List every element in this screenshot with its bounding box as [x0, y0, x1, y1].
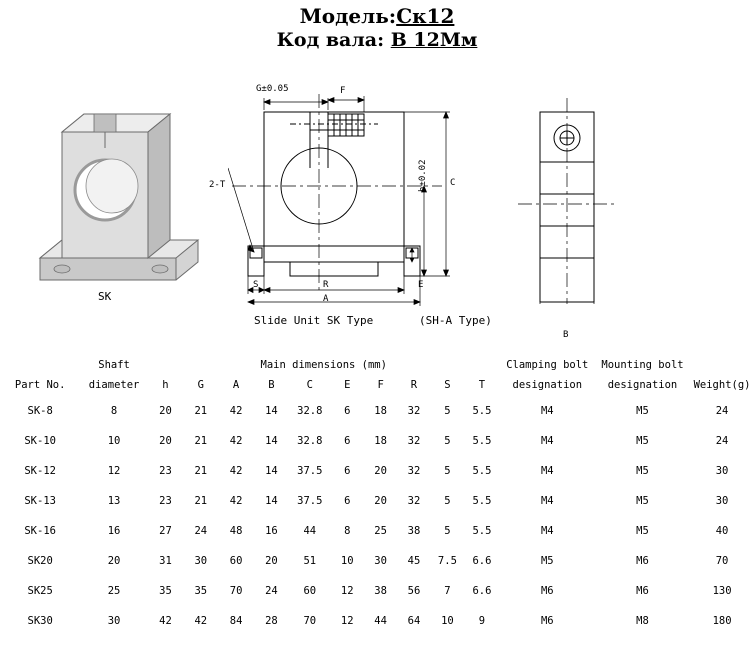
cell-e: 6: [344, 465, 351, 477]
cell-t: 5.5: [472, 405, 492, 417]
cell-s: 10: [441, 615, 454, 627]
cell-c: 37.5: [297, 495, 323, 507]
cell-f: 20: [374, 465, 387, 477]
cell-t: 5.5: [472, 435, 492, 447]
cell-mounting: M5: [636, 525, 649, 537]
cell-mounting: M5: [636, 435, 649, 447]
dim-a: A: [323, 294, 329, 304]
cell-s: 7: [444, 585, 451, 597]
cell-s: 5: [444, 405, 451, 417]
cell-h: 27: [159, 525, 172, 537]
cell-diameter: 13: [107, 495, 121, 507]
table-row: [0, 396, 754, 426]
dim-f: F: [340, 86, 346, 96]
col-h: h: [162, 379, 169, 391]
group-main: Main dimensions (mm): [260, 359, 387, 371]
cell-diameter: 12: [107, 465, 121, 477]
cell-diameter: 25: [107, 585, 121, 597]
shaft-code-label: Код вала:: [276, 29, 385, 51]
front-view: [228, 76, 488, 306]
cell-r: 32: [407, 405, 421, 417]
cell-a: 42: [229, 435, 243, 447]
cell-t: 6.6: [472, 585, 492, 597]
table-row: [0, 456, 754, 486]
cell-g: 42: [194, 615, 208, 627]
cell-c: 60: [303, 585, 317, 597]
cell-e: 10: [340, 555, 354, 567]
col-a: A: [232, 379, 240, 391]
col-s: S: [444, 379, 451, 391]
cell-s: 7.5: [437, 555, 457, 567]
cell-a: 60: [229, 555, 243, 567]
col-diameter: diameter: [88, 379, 140, 391]
spec-table-wrap: [0, 356, 754, 636]
cell-part-no: SK25: [27, 585, 53, 597]
dim-g: G±0.05: [256, 84, 289, 94]
col-mounting-designation: designation: [607, 379, 678, 391]
cell-h: 35: [159, 585, 172, 597]
cell-weight: 24: [715, 405, 729, 417]
cell-mounting: M5: [636, 495, 649, 507]
col-f: F: [377, 379, 384, 391]
group-mounting: Mounting bolt: [601, 359, 684, 371]
cell-f: 44: [374, 615, 387, 627]
cell-clamping: M4: [540, 525, 554, 537]
dim-2t: 2-T: [209, 180, 226, 190]
cell-b: 14: [265, 465, 278, 477]
table-group-header-row: [0, 356, 754, 374]
cell-clamping: M4: [540, 435, 554, 447]
table-row: [0, 516, 754, 546]
cell-t: 9: [478, 615, 486, 627]
cell-part-no: SK-8: [27, 405, 53, 417]
cell-part-no: SK30: [27, 615, 53, 627]
cell-diameter: 30: [107, 615, 121, 627]
cell-a: 42: [229, 465, 243, 477]
group-shaft: Shaft: [98, 359, 130, 371]
cell-h: 31: [159, 555, 172, 567]
col-r: R: [410, 379, 418, 391]
cell-weight: 40: [715, 525, 729, 537]
cell-g: 24: [194, 525, 208, 537]
cell-diameter: 10: [107, 435, 121, 447]
cell-mounting: M8: [636, 615, 649, 627]
cell-s: 5: [444, 495, 451, 507]
cell-c: 51: [303, 555, 317, 567]
cell-r: 32: [407, 435, 421, 447]
cell-a: 42: [229, 495, 243, 507]
cell-clamping: M6: [540, 615, 554, 627]
cell-r: 56: [407, 585, 421, 597]
cell-e: 6: [344, 405, 351, 417]
cell-mounting: M5: [636, 405, 649, 417]
cell-b: 14: [265, 405, 278, 417]
group-blank: [0, 356, 80, 374]
cell-a: 42: [229, 405, 243, 417]
cell-h: 20: [159, 435, 172, 447]
cell-diameter: 8: [110, 405, 118, 417]
col-c: C: [306, 379, 313, 391]
cell-c: 37.5: [297, 465, 323, 477]
dim-r: R: [323, 280, 329, 290]
spec-table: [0, 356, 754, 636]
cell-f: 18: [374, 405, 387, 417]
cell-mounting: M6: [636, 585, 649, 597]
col-g: G: [197, 379, 204, 391]
group-clamping: Clamping bolt: [506, 359, 589, 371]
model-value: Ск12: [396, 4, 455, 28]
side-view: [510, 84, 660, 304]
cell-e: 6: [344, 435, 351, 447]
cell-g: 21: [194, 465, 208, 477]
cell-weight: 70: [715, 555, 729, 567]
drawing-area: [0, 62, 754, 352]
cell-t: 5.5: [472, 495, 492, 507]
cell-a: 84: [229, 615, 243, 627]
table-row: [0, 546, 754, 576]
cell-e: 6: [344, 495, 351, 507]
cell-r: 38: [407, 525, 421, 537]
cell-t: 5.5: [472, 465, 492, 477]
group-blank2: [690, 356, 754, 374]
cell-h: 20: [159, 405, 172, 417]
cell-f: 38: [374, 585, 387, 597]
cell-f: 20: [374, 495, 387, 507]
cell-g: 21: [194, 435, 208, 447]
cell-g: 21: [194, 495, 208, 507]
table-row: [0, 426, 754, 456]
cell-a: 70: [229, 585, 243, 597]
cell-g: 30: [194, 555, 208, 567]
cell-a: 48: [229, 525, 243, 537]
cell-e: 12: [340, 615, 354, 627]
cell-h: 23: [159, 495, 172, 507]
cell-diameter: 16: [107, 525, 121, 537]
cell-b: 20: [265, 555, 278, 567]
cell-diameter: 20: [107, 555, 121, 567]
cell-clamping: M6: [540, 585, 554, 597]
col-e: E: [344, 379, 351, 391]
shaft-code-line: [0, 28, 754, 52]
dim-e: E: [418, 280, 424, 290]
cell-part-no: SK-13: [24, 495, 56, 507]
cell-h: 23: [159, 465, 172, 477]
cell-t: 5.5: [472, 525, 492, 537]
table-row: [0, 576, 754, 606]
cell-b: 14: [265, 495, 278, 507]
page-title-block: [0, 0, 754, 52]
isometric-view: [20, 90, 220, 310]
cell-clamping: M4: [540, 405, 554, 417]
cell-part-no: SK20: [27, 555, 53, 567]
dim-h: h±0.02: [418, 159, 428, 192]
cell-b: 16: [265, 525, 278, 537]
cell-r: 45: [407, 555, 421, 567]
cell-part-no: SK-12: [24, 465, 56, 477]
col-clamping-designation: designation: [512, 379, 583, 391]
col-part-no: Part No.: [14, 379, 66, 391]
cell-e: 12: [340, 585, 354, 597]
cell-s: 5: [444, 525, 451, 537]
cell-c: 32.8: [297, 405, 323, 417]
shaft-code-value: B 12Мм: [390, 29, 478, 51]
cell-g: 21: [194, 405, 208, 417]
dim-b: B: [563, 330, 569, 340]
table-header-row: [0, 374, 754, 396]
cell-c: 70: [303, 615, 317, 627]
cell-part-no: SK-10: [24, 435, 56, 447]
cell-h: 42: [159, 615, 172, 627]
col-b: B: [268, 379, 275, 391]
col-weight: Weight(g): [693, 379, 751, 391]
cell-weight: 24: [715, 435, 729, 447]
dim-s: S: [253, 280, 259, 290]
cell-g: 35: [194, 585, 208, 597]
cell-c: 44: [303, 525, 317, 537]
cell-clamping: M4: [540, 465, 554, 477]
cell-f: 30: [374, 555, 387, 567]
note-left: Slide Unit SK Type: [254, 314, 374, 327]
cell-f: 18: [374, 435, 387, 447]
cell-s: 5: [444, 435, 451, 447]
cell-t: 6.6: [472, 555, 492, 567]
table-row: [0, 606, 754, 636]
isometric-caption: SK: [98, 290, 112, 303]
cell-s: 5: [444, 465, 451, 477]
cell-weight: 180: [712, 615, 732, 627]
cell-c: 32.8: [297, 435, 323, 447]
dim-c: C: [450, 178, 456, 188]
cell-mounting: M6: [636, 555, 649, 567]
cell-clamping: M4: [540, 495, 554, 507]
col-t: T: [478, 379, 486, 391]
table-row: [0, 486, 754, 516]
cell-b: 24: [265, 585, 278, 597]
cell-r: 32: [407, 495, 421, 507]
cell-f: 25: [374, 525, 387, 537]
cell-r: 32: [407, 465, 421, 477]
note-right: (SH-A Type): [419, 314, 492, 327]
cell-clamping: M5: [540, 555, 554, 567]
cell-weight: 30: [715, 465, 729, 477]
model-label: Модель:: [299, 4, 397, 28]
model-line: [0, 4, 754, 28]
cell-weight: 30: [715, 495, 729, 507]
cell-e: 8: [344, 525, 351, 537]
cell-mounting: M5: [636, 465, 649, 477]
cell-r: 64: [407, 615, 421, 627]
cell-weight: 130: [712, 585, 732, 597]
cell-b: 14: [265, 435, 278, 447]
cell-part-no: SK-16: [24, 525, 56, 537]
cell-b: 28: [265, 615, 278, 627]
